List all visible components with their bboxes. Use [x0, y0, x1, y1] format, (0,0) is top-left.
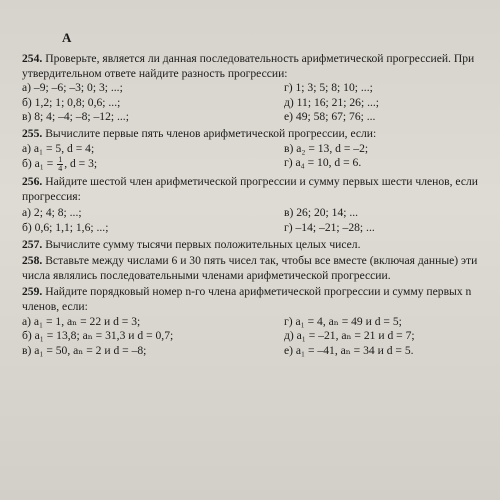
problem-254-number: 254. — [22, 52, 43, 65]
problem-256-statement — [22, 175, 484, 204]
problem-254-option-a: а) –9; –6; –3; 0; 3; ...; — [22, 81, 123, 95]
problem-255-statement — [22, 127, 484, 142]
problem-259-option-e: е) a₁ = –41, aₙ = 34 и d = 5. — [284, 343, 414, 357]
problem-256-option-b: б) 0,6; 1,1; 1,6; ...; — [22, 220, 109, 234]
problem-255-options — [22, 142, 484, 174]
problem-254-text: Проверьте, является ли данная последовательность арифметической прогрессией. При утвердительном ответе найдите разность прогрессии: — [22, 52, 475, 80]
problem-255-option-b-prefix: б) a₁ = — [22, 157, 57, 171]
problem-256-text: Найдите шестой член арифметической прогрессии и сумму первых шести членов, если прогрессия: — [22, 175, 478, 203]
problem-257-statement — [22, 238, 484, 253]
problem-259-option-a: а) a₁ = 1, aₙ = 22 и d = 3; — [22, 314, 141, 328]
problem-259-option-g: г) a₁ = 4, aₙ = 49 и d = 5; — [284, 314, 402, 328]
problems-content — [22, 52, 484, 360]
problem-256 — [22, 175, 484, 235]
problem-254-option-d: д) 11; 16; 21; 26; ...; — [284, 95, 379, 109]
problem-259 — [22, 285, 484, 358]
problem-254-option-e: е) 49; 58; 67; 76; ... — [284, 110, 376, 124]
problem-254-option-v: в) 8; 4; –4; –8; –12; ...; — [22, 110, 129, 124]
problem-257 — [22, 238, 484, 253]
page-header-letter: A — [62, 30, 72, 45]
problem-258-text: Вставьте между числами 6 и 30 пять чисел так, чтобы все вместе (включая данные) эти числа являлись последовательными членами арифметической прогрессии. — [22, 254, 478, 282]
problem-255-option-a: а) a₁ = 5, d = 4; — [22, 141, 95, 155]
fraction-numerator: 1 — [58, 155, 63, 165]
problem-254-statement — [22, 52, 484, 81]
problem-259-option-v: в) a₁ = 50, aₙ = 2 и d = –8; — [22, 343, 147, 357]
problem-254-option-g: г) 1; 3; 5; 8; 10; ...; — [284, 81, 373, 95]
problem-259-statement — [22, 285, 484, 314]
problem-255-number: 255. — [22, 126, 43, 140]
problem-255-option-b — [22, 156, 280, 173]
problem-258 — [22, 254, 484, 283]
problem-254-options — [22, 81, 484, 125]
problem-259-option-b: б) a₁ = 13,8; aₙ = 31,3 и d = 0,7; — [22, 329, 174, 343]
problem-256-option-v: в) 26; 20; 14; ... — [284, 206, 359, 220]
problem-255-text: Вычислите первые пять членов арифметической прогрессии, если: — [45, 126, 377, 140]
problem-255 — [22, 127, 484, 173]
problem-256-option-g: г) –14; –21; –28; ... — [284, 220, 375, 234]
problem-259-number: 259. — [22, 285, 43, 299]
problem-254 — [22, 52, 484, 125]
problem-258-statement — [22, 254, 484, 283]
problem-256-number: 256. — [22, 175, 43, 189]
problem-257-number: 257. — [22, 237, 43, 251]
problem-257-text: Вычислите сумму тысячи первых положительных целых чисел. — [45, 237, 361, 251]
problem-255-fraction — [57, 156, 63, 173]
problem-256-options — [22, 206, 484, 235]
problem-259-text: Найдите порядковый номер n-го члена арифметической прогрессии и сумму первых n членов, если: — [22, 285, 472, 313]
problem-254-option-b: б) 1,2; 1; 0,8; 0,6; ...; — [22, 95, 121, 109]
problem-255-option-g: г) a₄ = 10, d = 6. — [284, 156, 362, 170]
fraction-denominator: 4 — [58, 164, 63, 174]
problem-259-options — [22, 315, 484, 359]
problem-256-option-a: а) 2; 4; 8; ...; — [22, 206, 82, 220]
problem-255-option-b-suffix: , d = 3; — [64, 157, 98, 171]
problem-259-option-d: д) a₁ = –21, aₙ = 21 и d = 7; — [284, 329, 415, 343]
problem-258-number: 258. — [22, 254, 43, 268]
problem-255-option-v: в) a₂ = 13, d = –2; — [284, 141, 369, 155]
